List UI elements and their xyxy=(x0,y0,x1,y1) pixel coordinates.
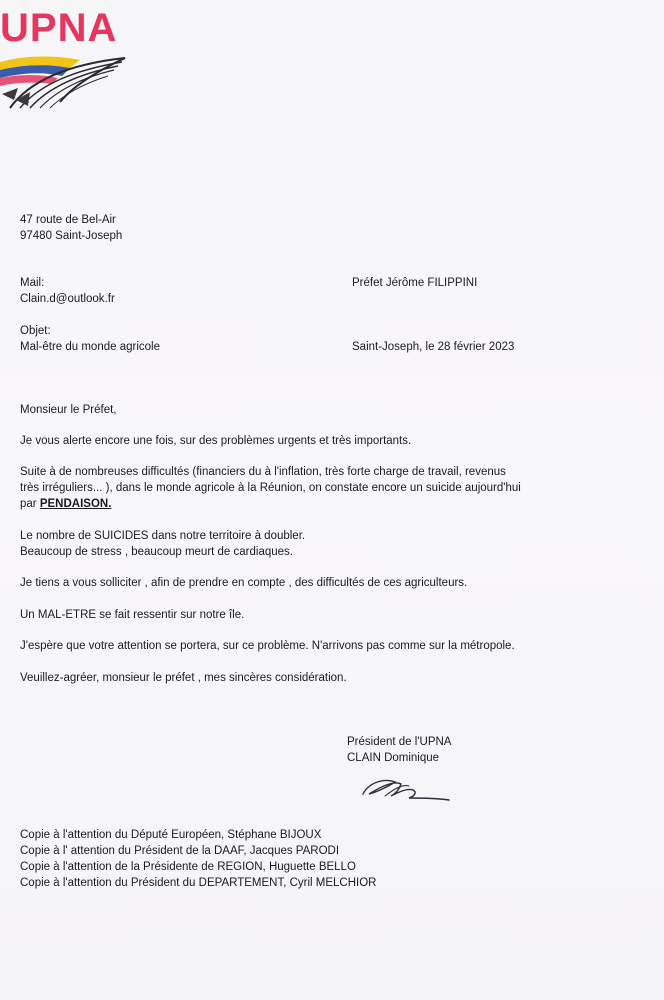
sender-address-line1: 47 route de Bel-Air xyxy=(20,214,116,226)
mail-value: Clain.d@outlook.fr xyxy=(20,293,115,305)
body-paragraph-7: Veuillez-agréer, monsieur le préfet , mes sincères considération. xyxy=(20,672,347,684)
upna-logo-text: UPNA xyxy=(0,6,118,50)
body-paragraph-3-line-2: Beaucoup de stress , beaucoup meurt de cardiaques. xyxy=(20,546,293,558)
body-paragraph-2-prefix: par xyxy=(20,498,40,510)
body-paragraph-2-line-2: très irréguliers... ), dans le monde agricole à la Réunion, on constate encore un suicide aujourd'hui xyxy=(20,482,521,494)
handwritten-signature xyxy=(355,772,455,804)
upna-logo-icon xyxy=(0,50,135,110)
body-paragraph-5: Un MAL-ETRE se fait ressentir sur notre île. xyxy=(20,609,245,621)
body-paragraph-3-line-1: Le nombre de SUICIDES dans notre territoire à doubler. xyxy=(20,530,306,542)
copy-line-1: Copie à l'attention du Député Européen, Stéphane BIJOUX xyxy=(20,829,322,841)
pendaison-emphasis: PENDAISON. xyxy=(39,498,112,510)
copy-line-4: Copie à l'attention du Président du DEPARTEMENT, Cyril MELCHIOR xyxy=(20,877,377,889)
body-paragraph-2-line-3 xyxy=(20,496,111,512)
copy-line-2: Copie à l' attention du Président de la DAAF, Jacques PARODI xyxy=(20,845,340,857)
subject-label: Objet: xyxy=(20,325,51,337)
mail-label: Mail: xyxy=(20,277,45,289)
copy-line-3: Copie à l'attention de la Présidente de REGION, Huguette BELLO xyxy=(20,861,356,873)
place-date: Saint-Joseph, le 28 février 2023 xyxy=(352,341,515,353)
body-paragraph-4: Je tiens a vous solliciter , afin de prendre en compte , des difficultés de ces agriculteurs. xyxy=(20,577,468,589)
body-paragraph-1: Je vous alerte encore une fois, sur des problèmes urgents et très importants. xyxy=(20,435,412,447)
subject-value: Mal-être du monde agricole xyxy=(20,341,160,353)
signatory-title: Président de l'UPNA xyxy=(347,736,452,748)
signatory-name: CLAIN Dominique xyxy=(347,752,440,764)
salutation: Monsieur le Préfet, xyxy=(20,404,117,416)
body-paragraph-2-line-1: Suite à de nombreuses difficultés (financiers du à l'inflation, très forte charge de travail, revenus xyxy=(20,466,506,478)
recipient: Préfet Jérôme FILIPPINI xyxy=(352,277,478,289)
sender-address-line2: 97480 Saint-Joseph xyxy=(20,230,123,242)
body-paragraph-6: J'espère que votre attention se portera, sur ce problème. N'arrivons pas comme sur la métropole. xyxy=(20,640,515,652)
